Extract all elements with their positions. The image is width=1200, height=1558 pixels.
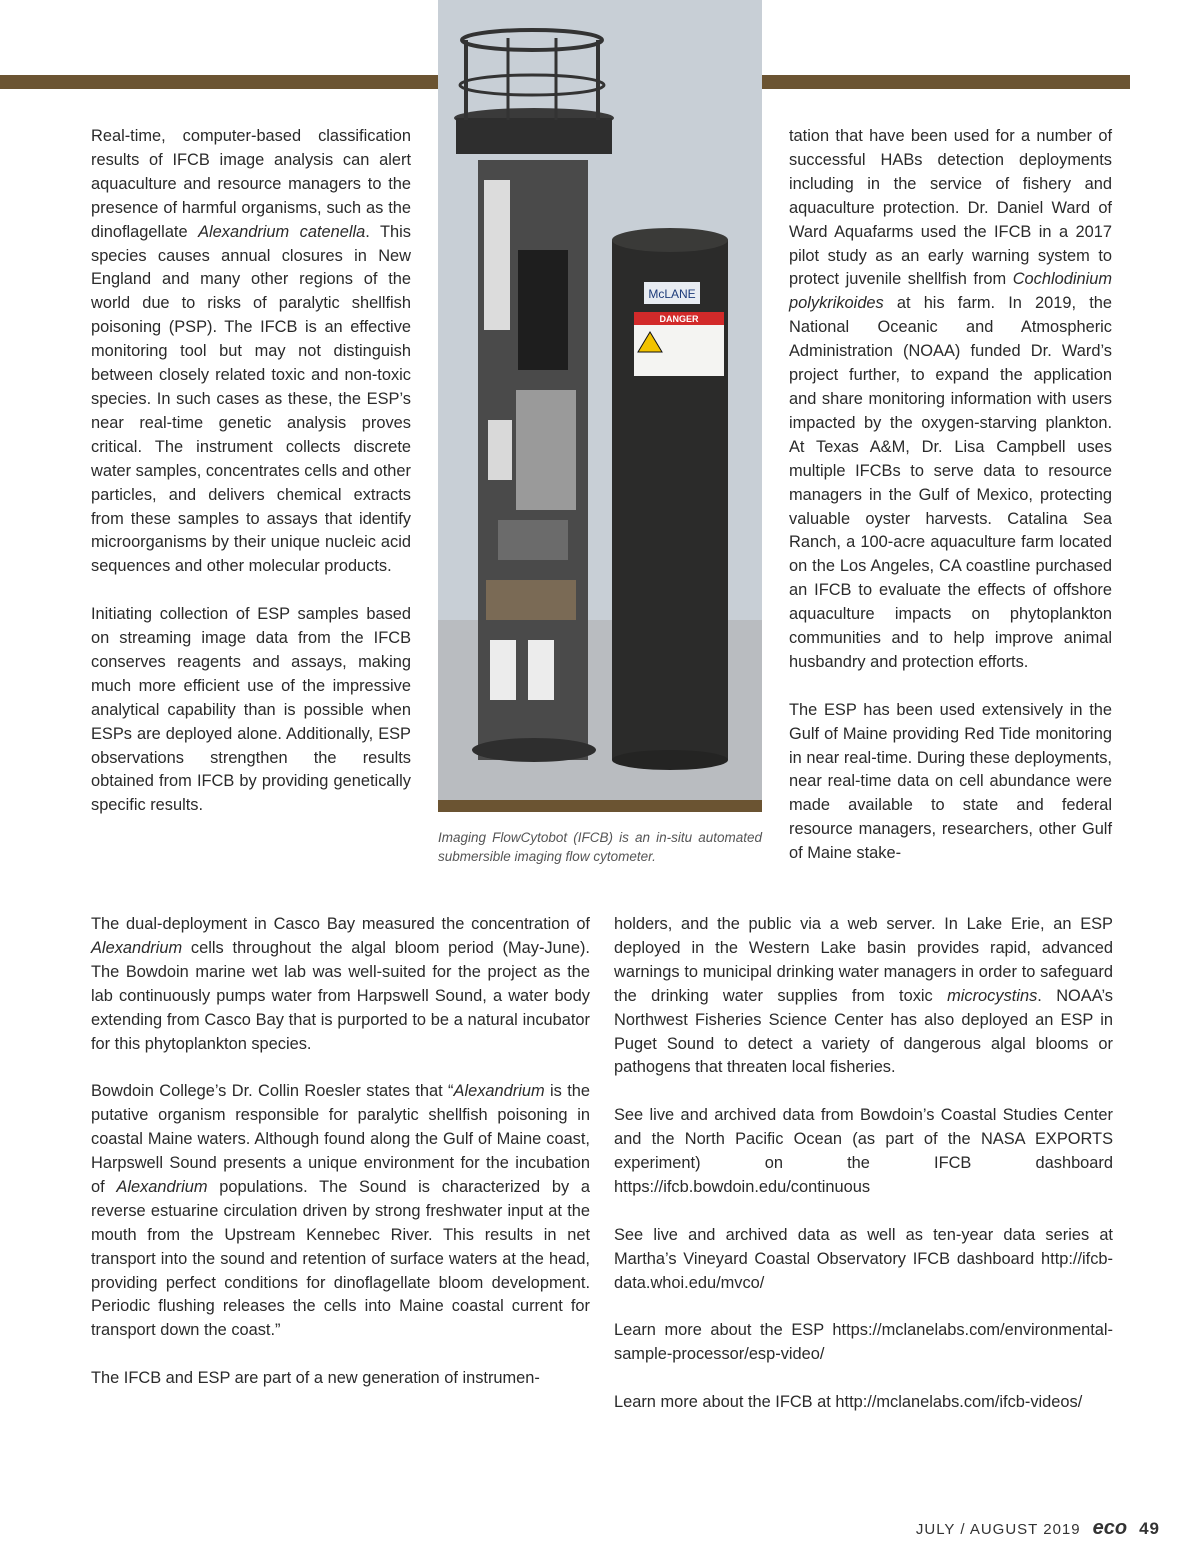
column-4 xyxy=(614,913,1113,1415)
paragraph-esp-sampling: Initiating collection of ESP samples based on streaming image data from the IFCB conserves reagents and assays, making much more efficient use of the impressive analytical capability than is possible when ESPs are deployed alone. Additionally, ESP observations strengthen the results obtained from IFCB by providing genetically specific results. xyxy=(91,605,411,815)
magazine-logo: eco xyxy=(1092,1517,1128,1539)
photo-frame-bar xyxy=(438,800,762,812)
ifcb-instrument-illustration xyxy=(438,0,762,808)
mclane-label: McLANE xyxy=(648,287,696,301)
paragraph-ifcb-classification: Real-time, computer-based classification results of IFCB image analysis can alert aquaculture and resource managers to the presence of harmful organisms, such as the dinoflagellate Alexandrium catenella. This species causes annual closures in New England and many other regions of the world due to risks of paralytic shellfish poisoning (PSP). The IFCB is an effective monitoring tool but may not distinguish between closely related toxic and non-toxic species. In such cases as these, the ESP’s near real-time genetic analysis proves critical. The instrument collects discrete water samples, concentrates cells and other particles, and delivers chemical extracts from these samples to assays that identify microorganisms by their unique nucleic acid sequences and other molecular products. xyxy=(91,127,412,576)
paragraph-roesler-quote: Bowdoin College’s Dr. Collin Roesler states that “Alexandrium is the putative organism responsible for paralytic shellfish poisoning in coastal Maine waters. Although found along the Gulf of Maine coast, Harpswell Sound presents a unique environment for the incubation of Alexandrium populations. The Sound is characterized by a reverse estuarine circulation driven by strong freshwater input at the mouth from the Upstream Kennebec River. This results in net transport into the sound and retention of surface waters at the head, providing perfect conditions for dinoflagellate bloom development. Periodic flushing releases the cells into Maine coastal current for transport down the coast.” xyxy=(91,1082,590,1340)
paragraph-habs-deployments: tation that have been used for a number of successful HABs detection deployments including in the service of fishery and aquaculture protection. Dr. Daniel Ward of Ward Aquafarms used the IFCB in a 2017 pilot study as an early warning system to protect juvenile shellfish from Cochlodinium polykrikoides at his farm. In 2019, the National Oceanic and Atmospheric Administration (NOAA) funded Dr. Ward’s project further, to expand the application and share monitoring information with users impacted by the oxygen-starving plankton. At Texas A&M, Dr. Lisa Campbell uses multiple IFCBs to serve data to resource managers in the Gulf of Mexico, protecting valuable oyster harvests. Catalina Sea Ranch, a 100-acre aquaculture farm located on the Los Angeles, CA coastline purchased an IFCB to evaluate the effects of offshore aquaculture impacts on phytoplankton communities and to help improve animal husbandry and protection efforts. xyxy=(789,127,1112,671)
paragraph-casco-bay: The dual-deployment in Casco Bay measured the concentration of Alexandrium cells throughout the algal bloom period (May-June). The Bowdoin marine wet lab was well-suited for the project as the lab continuously pumps water from Harpswell Sound, a water body extending from Casco Bay that is purported to be a natural incubator for this phytoplankton species. xyxy=(91,915,590,1053)
column-2 xyxy=(789,125,1112,866)
instrument-photo xyxy=(438,0,762,808)
column-3 xyxy=(91,913,590,1391)
paragraph-bowdoin-dashboard: See live and archived data from Bowdoin’s Coastal Studies Center and the North Pacific Ocean (as part of the NASA EXPORTS experiment) on the IFCB dashboard https://ifcb.bowdoin.edu/continuous xyxy=(614,1106,1113,1196)
danger-label: DANGER xyxy=(659,314,699,324)
figure-caption: Imaging FlowCytobot (IFCB) is an in-situ automated submersible imaging flow cytometer. xyxy=(438,830,762,864)
paragraph-mvco-dashboard: See live and archived data as well as ten-year data series at Martha’s Vineyard Coastal Observatory IFCB dashboard http://ifcb-data.whoi.edu/mvco/ xyxy=(614,1225,1113,1292)
issue-date: JULY / AUGUST 2019 xyxy=(915,1521,1081,1538)
column-1 xyxy=(91,125,411,818)
paragraph-new-generation: The IFCB and ESP are part of a new generation of instrumen- xyxy=(91,1369,540,1388)
page-number: 49 xyxy=(1139,1519,1160,1538)
page-footer xyxy=(916,1517,1160,1540)
paragraph-esp-video: Learn more about the ESP https://mclanelabs.com/environmental-sample-processor/esp-video/ xyxy=(614,1321,1113,1364)
paragraph-gulf-of-maine: The ESP has been used extensively in the Gulf of Maine providing Red Tide monitoring in near real-time. During these deployments, near real-time data on cell abundance were made available to state and federal resource managers, researchers, other Gulf of Maine stake- xyxy=(789,700,1112,863)
paragraph-ifcb-video: Learn more about the IFCB at http://mclanelabs.com/ifcb-videos/ xyxy=(614,1393,1083,1412)
paragraph-lake-erie: holders, and the public via a web server. In Lake Erie, an ESP deployed in the Western Lake basin provides rapid, advanced warnings to municipal drinking water managers in order to safeguard the drinking water supplies from toxic microcystins. NOAA’s Northwest Fisheries Science Center has also deployed an ESP in Puget Sound to detect a variety of dangerous algal blooms or pathogens that threaten local fisheries. xyxy=(614,915,1113,1077)
